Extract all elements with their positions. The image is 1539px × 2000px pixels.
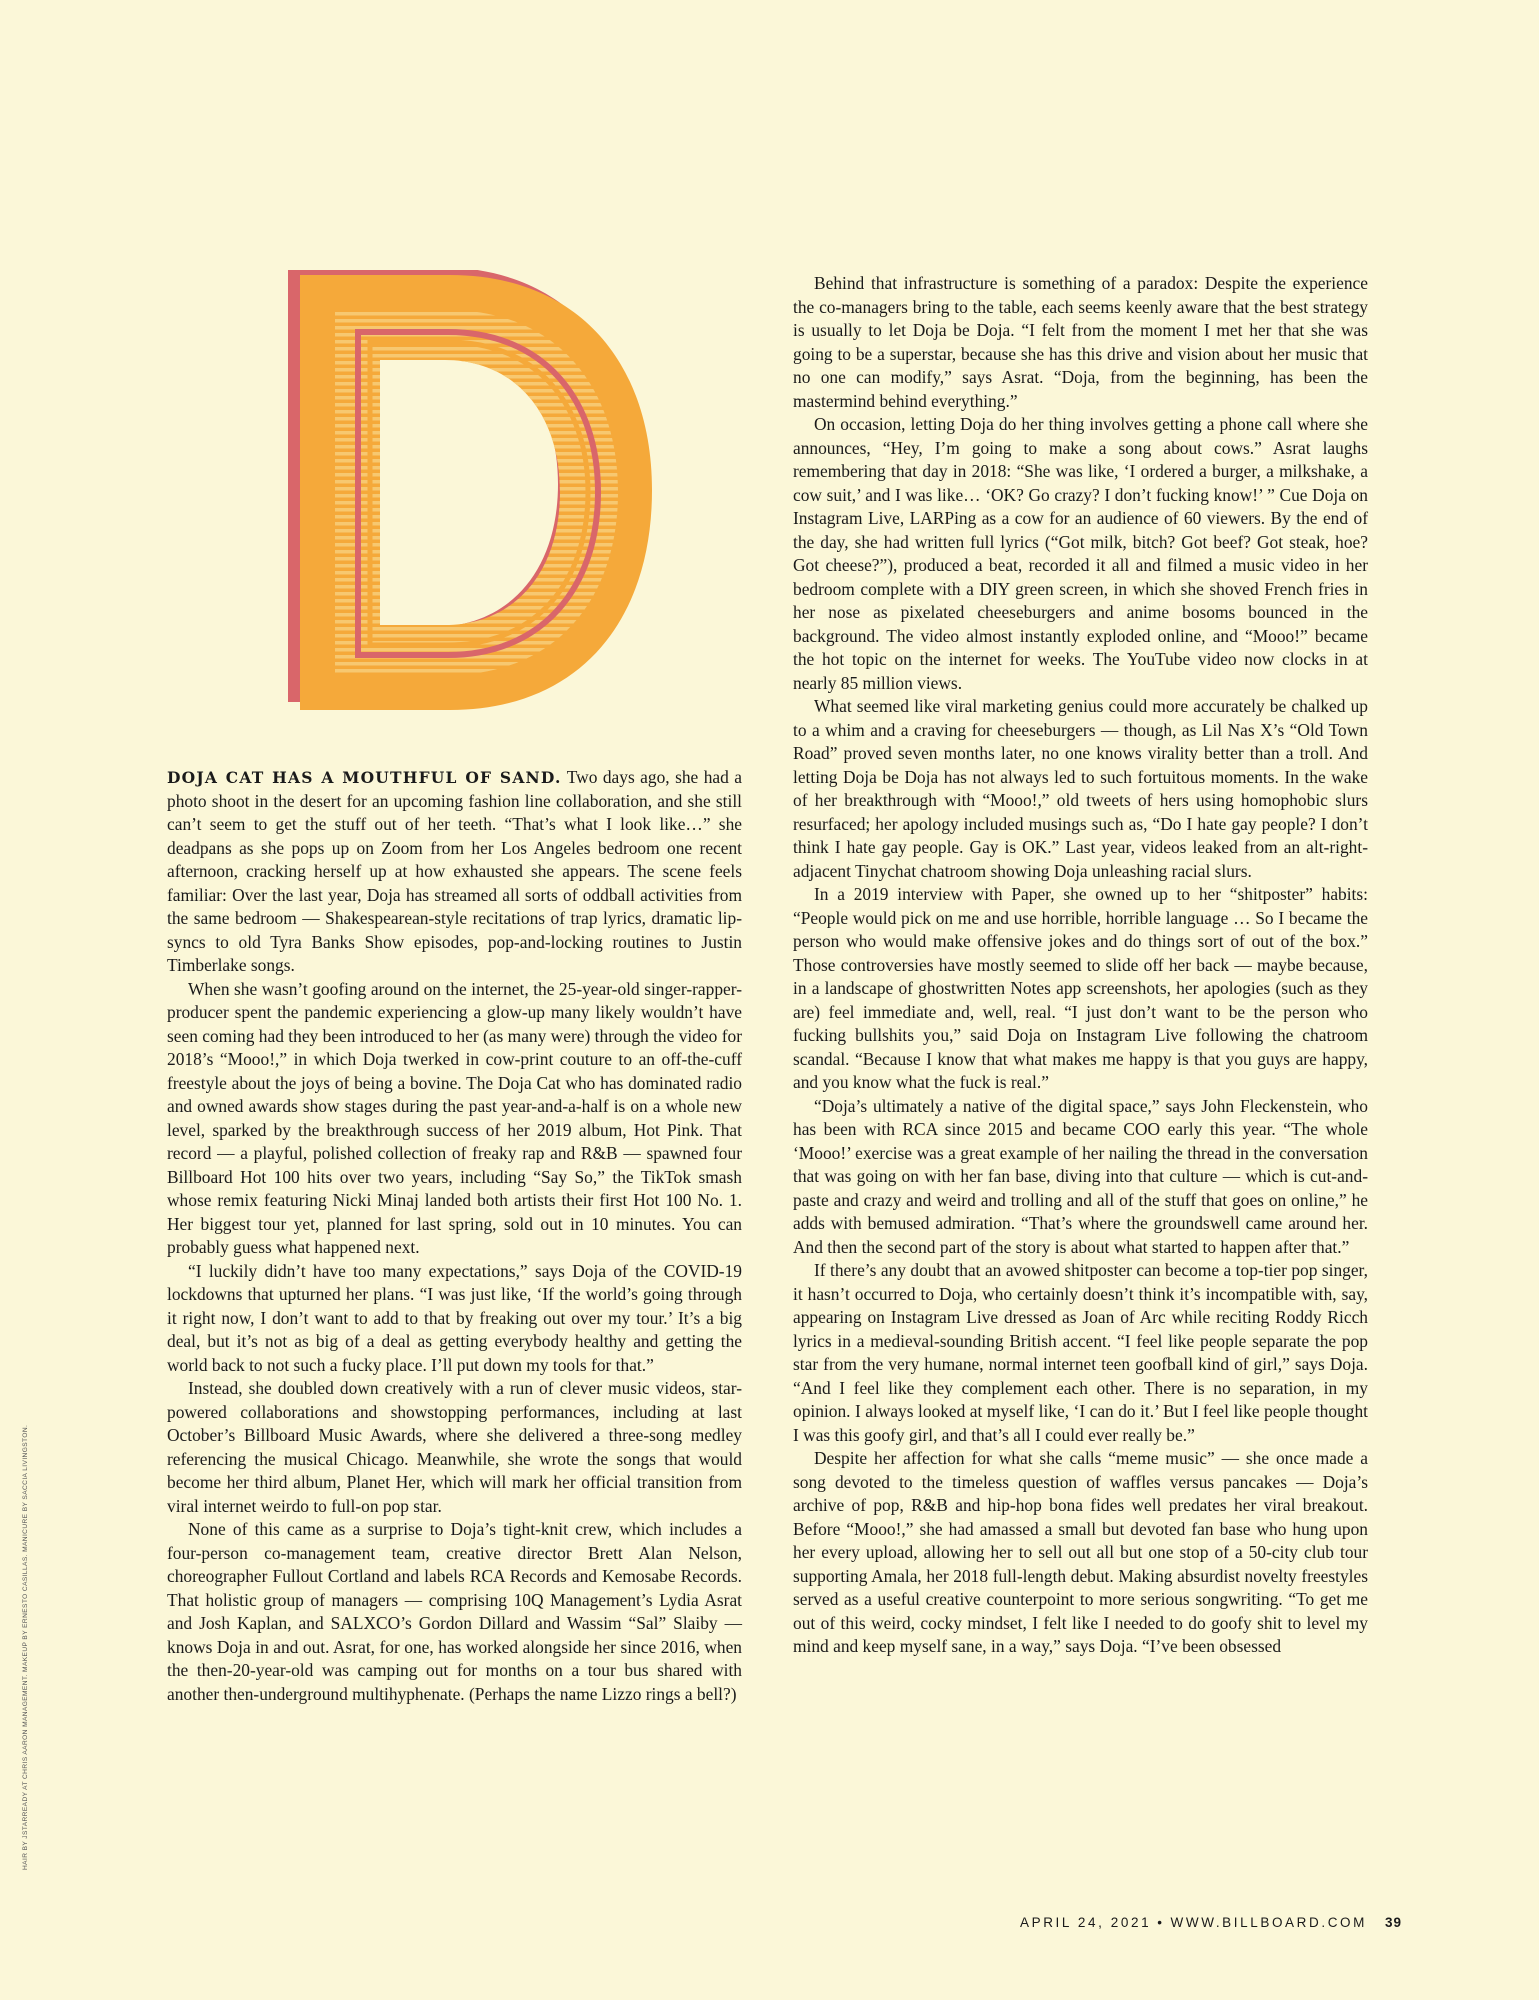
article-paragraph: “Doja’s ultimately a native of the digital space,” says John Fleckenstein, who has been with RCA since 2015 and became COO early this year. “The whole ‘Mooo!’ exercise was a great example of her nailing the thread in the conversation that was going on with her fan base, diving into that culture — which is cut-and-paste and crazy and weird and trolling and all of the stuff that goes on online,” he adds with bemused admiration. “That’s where the groundswell came around her. And then the second part of the story is about what started to happen after that.” [793, 1095, 1368, 1257]
issue-date: APRIL 24, 2021 [1020, 1915, 1152, 1930]
lead-in: DOJA CAT HAS A MOUTHFUL OF SAND. [167, 768, 562, 787]
site-url[interactable]: WWW.BILLBOARD.COM [1170, 1915, 1368, 1930]
article-paragraph: On occasion, letting Doja do her thing involves getting a phone call where she announces, “Hey, I’m going to make a song about cows.” Asrat laughs remembering that day in 2018: “She was like, ‘I ordered a burger, a milkshake, a cow suit,’ and I was like… ‘OK? Go crazy? I don’t fucking know!’ ” Cue Doja on Instagram Live, LARPing as a cow for an audience of 60 viewers. By the end of the day, she had written full lyrics (“Got milk, bitch? Got beef? Got steak, hoe? Got cheese?”), produced a beat, recorded it all and filmed a music video in her bedroom complete with a DIY green screen, in which she shoved French fries in her nose as pixelated cheeseburgers and anime bosoms bounced in the background. The video almost instantly exploded online, and “Mooo!” became the hot topic on the internet for weeks. The YouTube video now clocks in at nearly 85 million views. [793, 414, 1368, 693]
footer-bullet: • [1157, 1915, 1165, 1930]
page-footer [1020, 1915, 1402, 1930]
article-paragraph: DOJA CAT HAS A MOUTHFUL OF SAND. Two days ago, she had a photo shoot in the desert for an upcoming fashion line collaboration, and she still can’t seem to get the stuff out of her teeth. “That’s what I look like…” she deadpans as she pops up on Zoom from her Los Angeles bedroom one recent afternoon, cracking herself up at how exhausted she appears. The scene feels familiar: Over the last year, Doja has streamed all sorts of oddball activities from the same bedroom — Shakespearean-style recitations of trap lyrics, dramatic lip-syncs to old Tyra Banks Show episodes, pop-and-locking routines to Justin Timberlake songs. [167, 767, 742, 975]
article-paragraph: If there’s any doubt that an avowed shitposter can become a top-tier pop singer, it hasn’t occurred to Doja, who certainly doesn’t think it’s incompatible with, say, appearing on Instagram Live dressed as Joan of Arc while reciting Roddy Ricch lyrics in a medieval-sounding British accent. “I feel like people separate the pop star from the very humane, normal internet teen goofball kind of girl,” says Doja. “And I feel like they complement each other. There is no separation, in my opinion. I always looked at myself like, ‘I can do it.’ But I feel like people thought I was this goofy girl, and that’s all I could ever really be.” [793, 1260, 1368, 1445]
article-paragraph: What seemed like viral marketing genius could more accurately be chalked up to a whim and a craving for cheeseburgers — though, as Lil Nas X’s “Old Town Road” proved seven months later, no one knows virality better than a troll. And letting Doja be Doja has not always led to such fortuitous moments. In the wake of her breakthrough with “Mooo!,” old tweets of hers using homophobic slurs resurfaced; her apology included musings such as, “Do I hate gay people? I don’t think I hate gay people. Gay is OK.” Last year, videos leaked from an alt-right-adjacent Tinychat chatroom showing Doja unleashing racial slurs. [793, 696, 1368, 881]
dropcap-letter-d [280, 270, 670, 720]
article-paragraph: Behind that infrastructure is something of a paradox: Despite the experience the co-managers bring to the table, each seems keenly aware that the best strategy is usually to let Doja be Doja. “I felt from the moment I met her that she was going to be a superstar, because she has this drive and vision about her music that no one can modify,” says Asrat. “Doja, from the beginning, has been the mastermind behind everything.” [793, 273, 1368, 411]
article-paragraph: None of this came as a surprise to Doja’s tight-knit crew, which includes a four-person co-management team, creative director Brett Alan Nelson, choreographer Fullout Cortland and labels RCA Records and Kemosabe Records. That holistic group of managers — comprising 10Q Management’s Lydia Asrat and Josh Kaplan, and SALXCO’s Gordon Dillard and Wassim “Sal” Slaiby — knows Doja in and out. Asrat, for one, has worked alongside her since 2016, when the then-20-year-old was camping out for months on a tour bus shared with another then-underground multihyphenate. (Perhaps the name Lizzo rings a bell?) [167, 1519, 742, 1704]
article-paragraph: Despite her affection for what she calls “meme music” — she once made a song devoted to the timeless question of waffles versus pancakes — Doja’s archive of pop, R&B and hip-hop bona fides well predates her viral breakout. Before “Mooo!,” she had amassed a small but devoted fan base who hung upon her every upload, allowing her to sell out all but one stop of a 50-city club tour supporting Amala, her 2018 full-length debut. Making absurdist novelty freestyles served as a useful creative counterpoint to more serious songwriting. “To get me out of this weird, cocky mindset, I felt like I needed to do goofy shit to level my mind and keep myself sane, in a way,” says Doja. “I’ve been obsessed [793, 1448, 1368, 1656]
article-paragraph: In a 2019 interview with Paper, she owned up to her “shitposter” habits: “People would pick on me and use horrible, horrible language … So I became the person who would make offensive jokes and do things sort of out of the box.” Those controversies have mostly seemed to slide off her back — maybe because, in a landscape of ghostwritten Notes app screenshots, her apologies (such as they are) feel immediate and, well, real. “I just don’t want to be the person who fucking bullshits you,” said Doja on Instagram Live following the chatroom scandal. “Because I know that what makes me happy is that you guys are happy, and you know what the fuck is real.” [793, 884, 1368, 1092]
article-column-left [167, 766, 742, 1706]
article-column-right [793, 272, 1368, 1659]
article-paragraph: “I luckily didn’t have too many expectations,” says Doja of the COVID-19 lockdowns that upturned her plans. “I was just like, ‘If the world’s going through it right now, I don’t want to add to that by freaking out over my tour.’ It’s a big deal, but it’s not as big of a deal as getting everybody healthy and getting the world back to not such a fucky place. I’ll put down my tools for that.” [167, 1260, 742, 1375]
article-paragraph: When she wasn’t goofing around on the internet, the 25-year-old singer-rapper-producer spent the pandemic experiencing a glow-up many likely wouldn’t have seen coming had they been introduced to her (as many were) through the video for 2018’s “Mooo!,” in which Doja twerked in cow-print couture to an off-the-cuff freestyle about the joys of being a bovine. The Doja Cat who has dominated radio and owned awards show stages during the past year-and-a-half is on a whole new level, sparked by the breakthrough success of her 2019 album, Hot Pink. That record — a playful, polished collection of freaky rap and R&B — spawned four Billboard Hot 100 hits over two years, including “Say So,” the TikTok smash whose remix featuring Nicki Minaj landed both artists their first Hot 100 No. 1. Her biggest tour yet, planned for last spring, sold out in 10 minutes. You can probably guess what happened next. [167, 978, 742, 1257]
page-number: 39 [1385, 1915, 1403, 1930]
photo-credit: HAIR BY JSTARREADY AT CHRIS AARON MANAGEMENT. MAKEUP BY ERNESTO CASILLAS. MANICURE BY SACCIA LIVINGSTON. [22, 1424, 29, 1870]
article-paragraph: Instead, she doubled down creatively with a run of clever music videos, star-powered collaborations and showstopping performances, including at last October’s Billboard Music Awards, where she delivered a three-song medley referencing the musical Chicago. Meanwhile, she wrote the songs that would become her third album, Planet Her, which will mark her official transition from viral internet weirdo to full-on pop star. [167, 1378, 742, 1516]
